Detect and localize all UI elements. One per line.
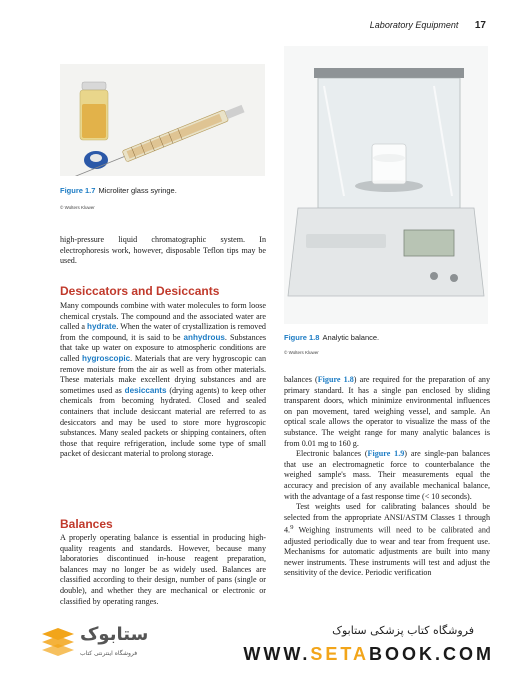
keyword-hydrate: hydrate bbox=[87, 322, 117, 332]
figure-1-8-reference-link[interactable]: Figure 1.8 bbox=[317, 375, 354, 384]
text-run: Test weights used for calibrating balances should be selected from the appropriate ANSI/ASTM Classes 1 through 4. bbox=[284, 502, 490, 535]
analytic-balance-illustration bbox=[284, 46, 488, 324]
figure-1-8-caption bbox=[284, 333, 379, 342]
analytic-balance-paragraph bbox=[284, 375, 490, 449]
running-header bbox=[370, 20, 486, 31]
text-run: . When the water of crystallization is removed from the compound, it is said to be bbox=[60, 322, 266, 342]
figure-1-8-label: Figure 1.8 bbox=[284, 333, 320, 342]
figure-1-7-photo bbox=[60, 64, 265, 176]
test-weights-paragraph bbox=[284, 502, 490, 579]
text-run: (drying agents) to keep other chemicals from becoming hydrated. Closed and sealed containers that include desiccant material are referred to as desiccators and may be used to store more hygroscopic substances. Many sealed packets or shipping containers, often those that require refrigeration, include some type of small packet of desiccant material to prolong storage. bbox=[60, 385, 266, 459]
reference-superscript: 9 bbox=[290, 524, 294, 532]
balances-section bbox=[60, 533, 266, 607]
store-name: فروشگاه کتاب پزشکی ستابوک bbox=[332, 624, 474, 637]
desiccators-section bbox=[60, 301, 266, 460]
page-number: 17 bbox=[474, 20, 486, 31]
electronic-balance-paragraph bbox=[284, 449, 490, 502]
logo-subtitle: فروشگاه اینترنتی کتاب bbox=[80, 650, 138, 657]
text-run: . Materials that are very hygroscopic can remove moisture from the air as well as from other materials. These materials make excellent drying substances and are sometimes used as bbox=[60, 353, 266, 395]
text-run: Electronic balances ( bbox=[296, 449, 368, 459]
right-column bbox=[284, 375, 490, 579]
url-accent: SETA bbox=[310, 644, 369, 664]
book-stack-icon bbox=[40, 626, 76, 662]
figure-1-7-credit: © Wolters Kluwer bbox=[60, 205, 95, 210]
store-url[interactable] bbox=[243, 644, 494, 665]
keyword-desiccants: desiccants bbox=[124, 385, 167, 395]
text-run: . Substances that take up water on exposure to atmospheric conditions are called bbox=[60, 332, 267, 363]
watermark-footer bbox=[0, 614, 526, 674]
text-run: Many compounds combine with water molecules to form loose chemical crystals. The compound and the associated water are called a bbox=[60, 301, 266, 332]
text-run: balances ( bbox=[284, 375, 318, 384]
running-title: Laboratory Equipment bbox=[369, 20, 459, 30]
figure-1-7-caption bbox=[60, 186, 177, 195]
keyword-anhydrous: anhydrous bbox=[183, 332, 225, 342]
keyword-hygroscopic: hygroscopic bbox=[82, 353, 131, 363]
desiccators-paragraph bbox=[60, 301, 266, 460]
figure-1-8-photo bbox=[284, 46, 488, 324]
syringe-illustration bbox=[60, 64, 265, 176]
logo-text: ستابوک bbox=[80, 624, 149, 645]
intro-paragraph: high-pressure liquid chromatographic system. In electrophoresis work, however, disposable Teflon tips may be used. bbox=[60, 235, 266, 266]
url-prefix: WWW. bbox=[243, 644, 311, 664]
figure-1-7-caption-text: Microliter glass syringe. bbox=[98, 186, 177, 195]
text-run: Weighing instruments will need to be calibrated and adjusted periodically due to wear and tear from frequent use. Mechanisms for automatic adjustments are built into many newer instruments. These instruments will test and adjust the sensitivity of the device. Periodic verification bbox=[284, 526, 490, 578]
figure-1-8-credit: © Wolters Kluwer bbox=[284, 350, 319, 355]
figure-1-9-reference-link[interactable]: Figure 1.9 bbox=[367, 449, 405, 459]
figure-1-7-label: Figure 1.7 bbox=[60, 186, 96, 195]
left-column-intro bbox=[60, 235, 266, 267]
heading-desiccators: Desiccators and Desiccants bbox=[60, 284, 220, 298]
text-run: ) are required for the preparation of any primary standard. It has a single pan enclosed by sliding transparent doors, which minimize environmental influences on pan movement, tared weighing vessel, and sample. An optical scale allows the operator to visualize the mass of the substance. The weight range for many analytic balances is from 0.01 mg to 160 g. bbox=[284, 375, 491, 448]
balances-paragraph: A properly operating balance is essential in producing high-quality reagents and standards. However, because many laboratories discontinued in-house reagent preparation, balances may no longer be as widely used. Balances are classified according to their design, number of pans (single or double), and whether they are mechanical or electronic or classified by operating ranges. bbox=[60, 533, 266, 606]
figure-1-8-caption-text: Analytic balance. bbox=[322, 333, 380, 342]
text-run: ) are single-pan balances that use an electromagnetic force to counterbalance the weighed sample's mass. Their measurements equal the accuracy and precision of any available mechanical balance, with the advantage of a fast response time (< 10 seconds). bbox=[284, 449, 490, 501]
url-suffix: BOOK.COM bbox=[369, 644, 494, 664]
heading-balances: Balances bbox=[60, 517, 113, 531]
